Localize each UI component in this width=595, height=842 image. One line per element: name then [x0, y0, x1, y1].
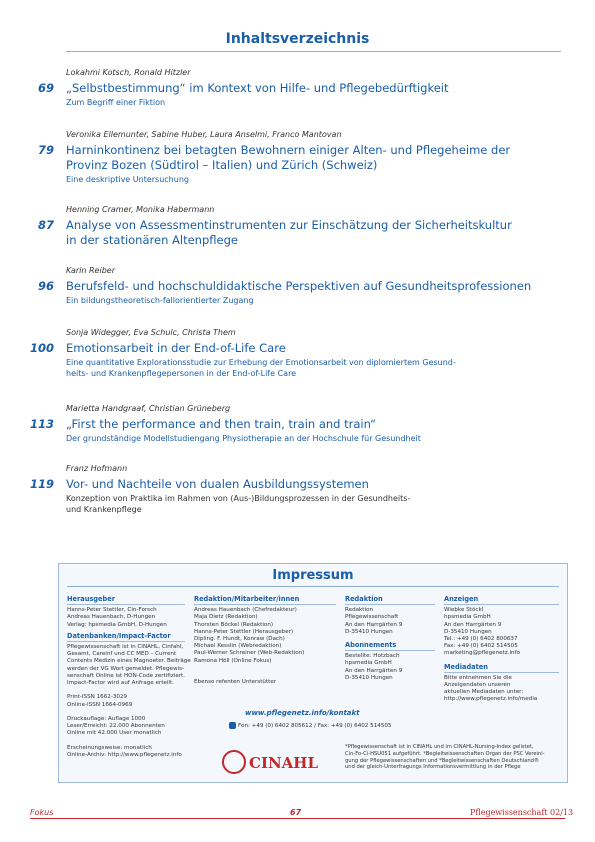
mediadaten-lines [444, 675, 559, 704]
toc-title[interactable]: Vor- und Nachteile von dualen Ausbildungssystemen [66, 477, 369, 491]
toc-authors: Marietta Handgraaf, Christian Grüneberg [66, 404, 231, 413]
impressum-line: Paul-Werner Schreiner (Web-Redaktion) [194, 650, 305, 657]
impressum-line: Pflegewissenschaft [345, 614, 399, 621]
herausgeber-section [67, 595, 191, 759]
impressum-line: Redaktion [345, 607, 374, 614]
footer-section: Fokus [30, 808, 54, 817]
toc-title[interactable]: „Selbstbestimmung“ im Kontext von Hilfe- und Pflegebedürftigkeit [66, 81, 449, 95]
impressum-line: senschaft Online ist HON-Code zertifiziert. [67, 672, 186, 679]
impressum-line: werden der VG Wort gemeldet. Pflegewis- [67, 665, 185, 672]
footer-page-number: 67 [290, 808, 302, 817]
toc-page-number[interactable]: 113 [29, 417, 54, 431]
toc-subtitle: Ein bildungstheoretisch-fallorientierter Zugang [66, 296, 254, 305]
impressum-line: D-35410 Hungen [345, 674, 393, 681]
toc-subtitle: Eine deskriptive Untersuchung [66, 175, 189, 184]
impressum-line [194, 672, 336, 679]
abonnements-heading: Abonnements [345, 642, 435, 651]
anzeigen-section [444, 596, 559, 704]
impressum-line: Andreas Hauenbach, D-Hungen [67, 614, 156, 621]
mediadaten-heading: Mediadaten [444, 664, 559, 673]
impressum-line: Fax: +49 (0) 6402 514505 [444, 643, 518, 650]
anzeigen-heading: Anzeigen [444, 596, 559, 605]
toc-authors: Veronika Ellemunter, Sabine Huber, Laura Anselmi, Franco Mantovan [66, 130, 342, 139]
impressum-line: hpsmedia GmbH [345, 660, 392, 667]
abonnements-lines [345, 653, 435, 682]
impressum-line: Hanns-Peter Stettler, Cin-Forsch [67, 607, 157, 614]
datenbanken-lines [67, 644, 191, 759]
impressum-line: D-35410 Hungen [345, 628, 393, 635]
redaktion-mitarbeiter-heading: Redaktion/Mitarbeiter/innen [194, 596, 336, 605]
toc-page-number[interactable]: 79 [37, 143, 54, 157]
impressum-line: Online-Archiv: http://www.pflegenetz.info [67, 752, 182, 759]
toc-title[interactable]: Harninkontinenz bei betagten Bewohnern einiger Alten- und Pflegeheime der [66, 143, 511, 157]
page-title: Inhaltsverzeichnis [225, 31, 370, 47]
impressum-line: Tel.: +49 (0) 6402 800637 [444, 636, 518, 643]
toc-subtitle: heits- und Krankenpflegepersonen in der End-of-Life Care [66, 369, 297, 378]
contact-text: Fon: +49 (0) 6402 805612 / Fax: +49 (0) 6402 514505 [238, 723, 392, 729]
impressum-line [67, 738, 185, 745]
footer-divider [30, 818, 565, 819]
impressum-line: An den Harrgärten 9 [444, 621, 502, 628]
impressum-line: Druckauflage: Auflage 1000 [67, 716, 146, 723]
anzeigen-lines [444, 607, 559, 657]
impressum-line: An den Harrgärten 9 [345, 621, 403, 628]
impressum-line: Contents Medizin eines Magnoeter. Beiträge [67, 658, 191, 665]
impressum-line: Dipling. F. Hundt, Konraw (Dach) [194, 636, 285, 643]
toc-title[interactable]: Berufsfeld- und hochschuldidaktische Perspektiven auf Gesundheitsprofessionen [66, 279, 532, 293]
toc-authors: Sonja Widegger, Eva Schulc, Christa Them [66, 328, 236, 337]
toc-title[interactable]: „First the performance and then train, train and train“ [66, 417, 377, 431]
impressum-line [67, 687, 185, 694]
impressum-line: Online mit 42.000 User monatlich [67, 730, 162, 737]
impressum-line: http://www.pflegenetz.info/media [444, 696, 538, 703]
toc-title[interactable]: Provinz Bozen (Südtirol – Italien) und Zürich (Schweiz) [66, 158, 378, 172]
toc-authors: Lokahmi Kotsch, Ronald Hitzler [66, 68, 191, 77]
impressum-line: Pflegewissenschaft ist in CINAHL, Cinfahl, [67, 644, 184, 651]
impressum-title: Impressum [272, 568, 354, 583]
impressum-line: Online-ISSN 1664-0969 [67, 701, 133, 708]
impressum-line: Ramona Höll (Online Fokus) [194, 657, 272, 664]
impressum-line: gung der Pflegewissenschaften und *Begleitwissenschaften Deutschland® [345, 757, 540, 764]
footer-journal: Pflegewissenschaft 02/13 [470, 808, 574, 817]
toc-subtitle: Der grundständige Modellstudiengang Physiotherapie an der Hochschule für Gesundheit [66, 434, 421, 443]
toc-page-number[interactable]: 87 [37, 218, 54, 232]
impressum-line: Wiebke Stöckl [444, 607, 484, 614]
impressum-line: hpsmedia GmbH [444, 614, 491, 621]
toc-authors: Karin Reiber [66, 266, 115, 275]
impressum-line: Ebenso refenten Unterstütter [194, 679, 277, 686]
impressum-line: *Pflegewissenschaft ist in CINAHL und im CINAHL-Nursing-Index gelistet, [345, 744, 534, 750]
toc-subtitle: Zum Begriff einer Fiktion [66, 98, 166, 107]
redaktion-mitarbeiter-lines [194, 607, 336, 686]
impressum-line: Andreas Hauenbach (Chefredakteur) [194, 607, 297, 614]
toc-title[interactable]: in der stationären Altenpflege [66, 233, 238, 247]
toc-authors: Franz Hofmann [66, 464, 128, 473]
impressum-line: Verlag: hpsmedia GmbH, D-Hungen [67, 621, 167, 628]
impressum-line: Hanns-Peter Stettler (Herausgeber) [194, 628, 294, 635]
impressum-line: Impact-Factor wird auf Anfrage erteilt. [67, 680, 174, 687]
impressum-line: Leser/Erreicht: 22.000 Abonnenten [67, 723, 165, 730]
toc-page-number[interactable]: 69 [37, 81, 54, 95]
toc-page-number[interactable]: 96 [37, 279, 54, 293]
redaktion-mitarbeiter-section [194, 596, 336, 686]
kontakt-link[interactable]: www.pflegenetz.info/kontakt [245, 709, 360, 717]
impressum-line: Maja Dietz (Redaktion) [194, 614, 258, 621]
impressum-line: Erscheinungsweise: monatlich [67, 744, 152, 751]
impressum-line: Cin-Fo-Ci-HSU051 aufgeführt. *Begleitwissenschaften Organ der PSC Vereini- [345, 750, 545, 757]
impressum-divider [67, 586, 559, 587]
impressum-line: aktuellen Mediadaten unter: [444, 689, 524, 696]
header-divider [66, 51, 561, 52]
impressum-line: D-35410 Hungen [444, 628, 492, 635]
impressum-line: und der gleich-Unterfragungs Informationsvermittlung in der Pflege [345, 764, 521, 771]
cinahl-logo-icon [222, 750, 246, 774]
phone-icon [229, 722, 236, 729]
toc-subtitle: Eine quantitative Explorationsstudie zur Erhebung der Emotionsarbeit von diplomiertem Gesund- [66, 358, 456, 367]
impressum-line: marketing@pflegenetz.info [444, 650, 520, 657]
redaktion-heading: Redaktion [345, 596, 435, 605]
cinahl-logo: CINAHL [249, 754, 319, 772]
impressum-line: Thorsten Böckel (Redaktion) [194, 621, 274, 628]
redaktion-lines [345, 607, 435, 636]
impressum-line: Print-ISSN 1662-3029 [67, 694, 128, 701]
datenbanken-heading: Datenbanken/Impact-Factor [67, 633, 185, 642]
redaktion-section [345, 596, 435, 682]
herausgeber-heading: Herausgeber [67, 596, 185, 605]
impressum-line: Bitte entnehmen Sie die [444, 674, 512, 681]
impressum-line [194, 665, 336, 672]
toc-authors: Henning Cramer, Monika Habermann [66, 205, 215, 214]
impressum-line: An den Harrgärten 9 [345, 667, 403, 674]
contact-line [229, 722, 479, 730]
impressum-line: Bestellte: Hotzbach [345, 653, 400, 660]
toc-page-number[interactable]: 100 [29, 341, 54, 355]
impressum-line [67, 709, 185, 716]
herausgeber-lines [67, 607, 185, 629]
toc-title[interactable]: Emotionsarbeit in der End-of-Life Care [66, 341, 286, 355]
impressum-line: Gesamt, Careinf und CC MED – Current [67, 651, 177, 658]
toc-page-number[interactable]: 119 [29, 477, 54, 491]
cinahl-note [345, 744, 560, 771]
toc-subtitle: Konzeption von Praktika im Rahmen von (Aus-)Bildungsprozessen in der Gesundheits- [66, 494, 411, 503]
toc-title[interactable]: Analyse von Assessmentinstrumenten zur Einschätzung der Sicherheitskultur [66, 218, 512, 232]
impressum-line: Michael Kesslin (Webredaktion) [194, 643, 282, 650]
impressum-line: Anzeigendaten unseren [444, 682, 511, 689]
toc-subtitle: und Krankenpflege [66, 505, 142, 514]
impressum-box [58, 563, 568, 783]
